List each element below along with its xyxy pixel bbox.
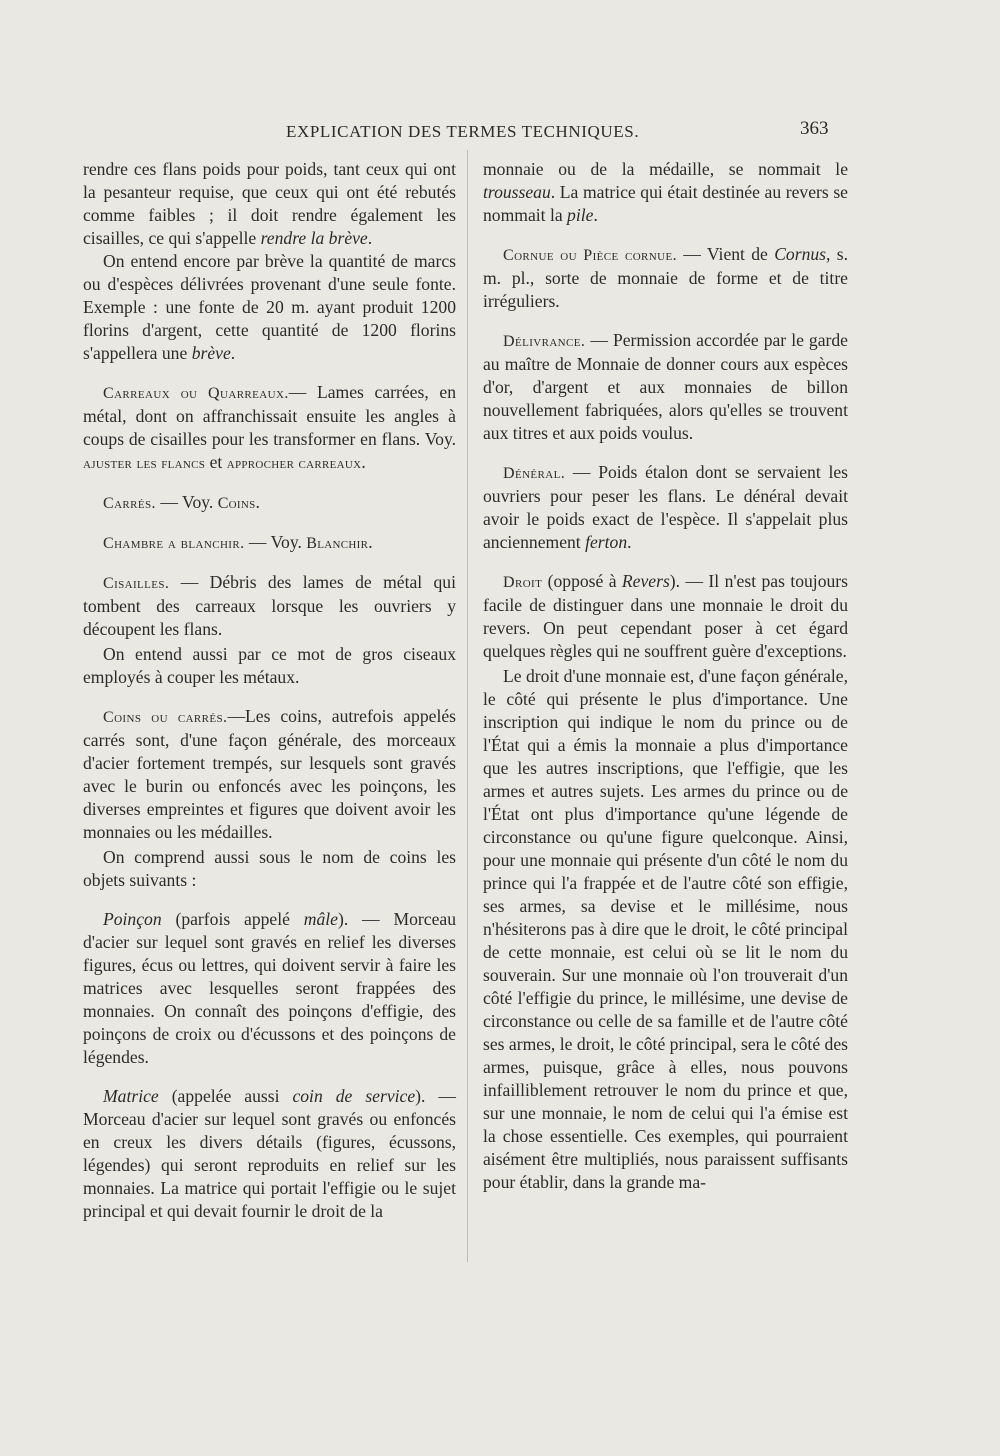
page-header (0, 118, 1000, 148)
entry-poincon: Poinçon (parfois appelé mâle). — Morceau d'acier sur lequel sont gravés en relief les diverses figures, écus ou lettres, qui doivent servir à faire les matrices avec lesquelles seront frappées des monnaies. On connaît des poinçons d'effigie, des poinçons de croix ou d'écussons et des poinçons de légendes. (83, 909, 457, 1067)
entry-chambre: Chambre a blanchir. — Voy. Blanchir. (103, 532, 373, 552)
entry-delivrance: Délivrance. — Permission accordée par le garde au maître de Monnaie de donner cours aux espèces d'or, d'argent et aux monnaies de billon nouvellement fabriquées, alors qu'elles se trouvent aux titres et aux poids voulus. (483, 330, 848, 443)
entry-cornue: Cornue ou Pièce cornue. — Vient de Cornus, s. m. pl., sorte de monnaie de forme et de titre irréguliers. (483, 244, 848, 311)
entry-carreaux: Carreaux ou Quarreaux.— Lames carrées, en métal, dont on affranchissait ensuite les angles à coups de cisailles pour les transformer en flans. Voy. ajuster les flancs et approcher carreaux. (83, 382, 456, 472)
running-title: EXPLICATION DES TERMES TECHNIQUES. (286, 122, 640, 141)
paragraph: Le droit d'une monnaie est, d'une façon générale, le côté qui présente le plus d'importance. Une inscription qui indique le nom du prince ou de l'État qui a émis la monnaie a plus d'importance que les autres inscriptions, que l'effigie, que les armes et autres sujets. Les armes du prince ou de l'État ont plus d'importance qu'une légende de circonstance ou qu'une figure quelconque. Ainsi, pour une monnaie qui présente d'un côté le nom du prince qui l'a frappée et de l'autre côté son effigie, ses armes, sa devise et le millésime, nous n'hésiterons pas à dire que le droit, le côté principal de cette monnaie, est celui où se lit le nom du souverain. Sur une monnaie où l'on trouverait d'un côté l'effigie du prince, le millésime, une devise de circonstance ou celle de sa famille et de l'autre côté ses armes, le droit, le côté principal, sera le côté des armes, puisque, grâce à elles, nous pouvons infailliblement retrouver le nom du prince et que, sur une monnaie, le nom de celui qui l'a émise est la chose essentielle. Ces exemples, qui pourraient aisément être multipliés, nous paraissent suffisants pour établir, dans la grande ma- (483, 666, 848, 1192)
entry-coins: Coins ou carrés.—Les coins, autrefois appelés carrés sont, d'une façon générale, des morceaux d'acier fortement trempés, sur lesquels sont gravés avec le burin ou enfoncés avec les poinçons, les diverses empreintes et figures que doivent avoir les monnaies ou les médailles. (83, 706, 456, 842)
entry-deneral: Dénéral. — Poids étalon dont se servaient les ouvriers pour peser les flans. Le dénéral devait avoir le poids exact de l'espèce. Il s'appelait plus anciennement ferton. (483, 462, 848, 552)
right-column (483, 158, 848, 1194)
paragraph: On entend encore par brève la quantité de marcs ou d'espèces délivrées provenant d'une seule fonte. Exemple : une fonte de 20 m. ayant produit 1200 florins d'argent, cette quantité de 1200 florins s'appellera une brève. (83, 251, 456, 363)
entry-term: Dénéral. (503, 465, 566, 482)
column-divider (467, 150, 468, 1262)
entry-term: Cisailles. (103, 575, 170, 592)
paragraph: rendre ces flans poids pour poids, tant ceux qui ont la pesanteur requise, que ceux qui ont été rebutés comme faibles ; il doit rendre également les cisailles, ce qui s'appelle rendre la brève. (83, 159, 456, 248)
page-number: 363 (800, 118, 829, 139)
entry-droit: Droit (opposé à Revers). — Il n'est pas toujours facile de distinguer dans une monnaie le droit du revers. On peut cependant poser à cet égard quelques règles qui ne souffrent guère d'exceptions. (483, 571, 848, 661)
entry-term: Carreaux ou Quarreaux. (103, 385, 289, 402)
entry-matrice: Matrice (appelée aussi coin de service). — Morceau d'acier sur lequel sont gravés ou enfoncés en creux les divers détails (figures, écussons, légendes) qui seront reproduits en relief sur les monnaies. La matrice qui portait l'effigie ou le sujet principal et qui devait fournir le droit de la (83, 1086, 456, 1221)
paragraph: On entend aussi par ce mot de gros ciseaux employés à couper les métaux. (83, 644, 456, 687)
entry-carres: Carrés. — Voy. Coins. (103, 492, 260, 512)
entry-term: Matrice (103, 1086, 159, 1106)
entry-term: Coins ou carrés. (103, 709, 228, 726)
entry-term: Chambre a blanchir. (103, 535, 245, 552)
entry-term: Carrés. (103, 495, 156, 512)
paragraph: On comprend aussi sous le nom de coins les objets suivants : (83, 847, 456, 890)
entry-term: Poinçon (103, 909, 162, 929)
entry-term: Droit (503, 574, 543, 591)
entry-cisailles: Cisailles. — Débris des lames de métal qui tombent des carreaux lorsque les ouvriers y découpent les flans. (83, 572, 456, 639)
entry-term: Délivrance. (503, 333, 586, 350)
paragraph: monnaie ou de la médaille, se nommait le trousseau. La matrice qui était destinée au revers se nommait la pile. (483, 159, 848, 225)
left-column (83, 158, 456, 1223)
entry-term: Cornue ou Pièce cornue. (503, 247, 677, 264)
